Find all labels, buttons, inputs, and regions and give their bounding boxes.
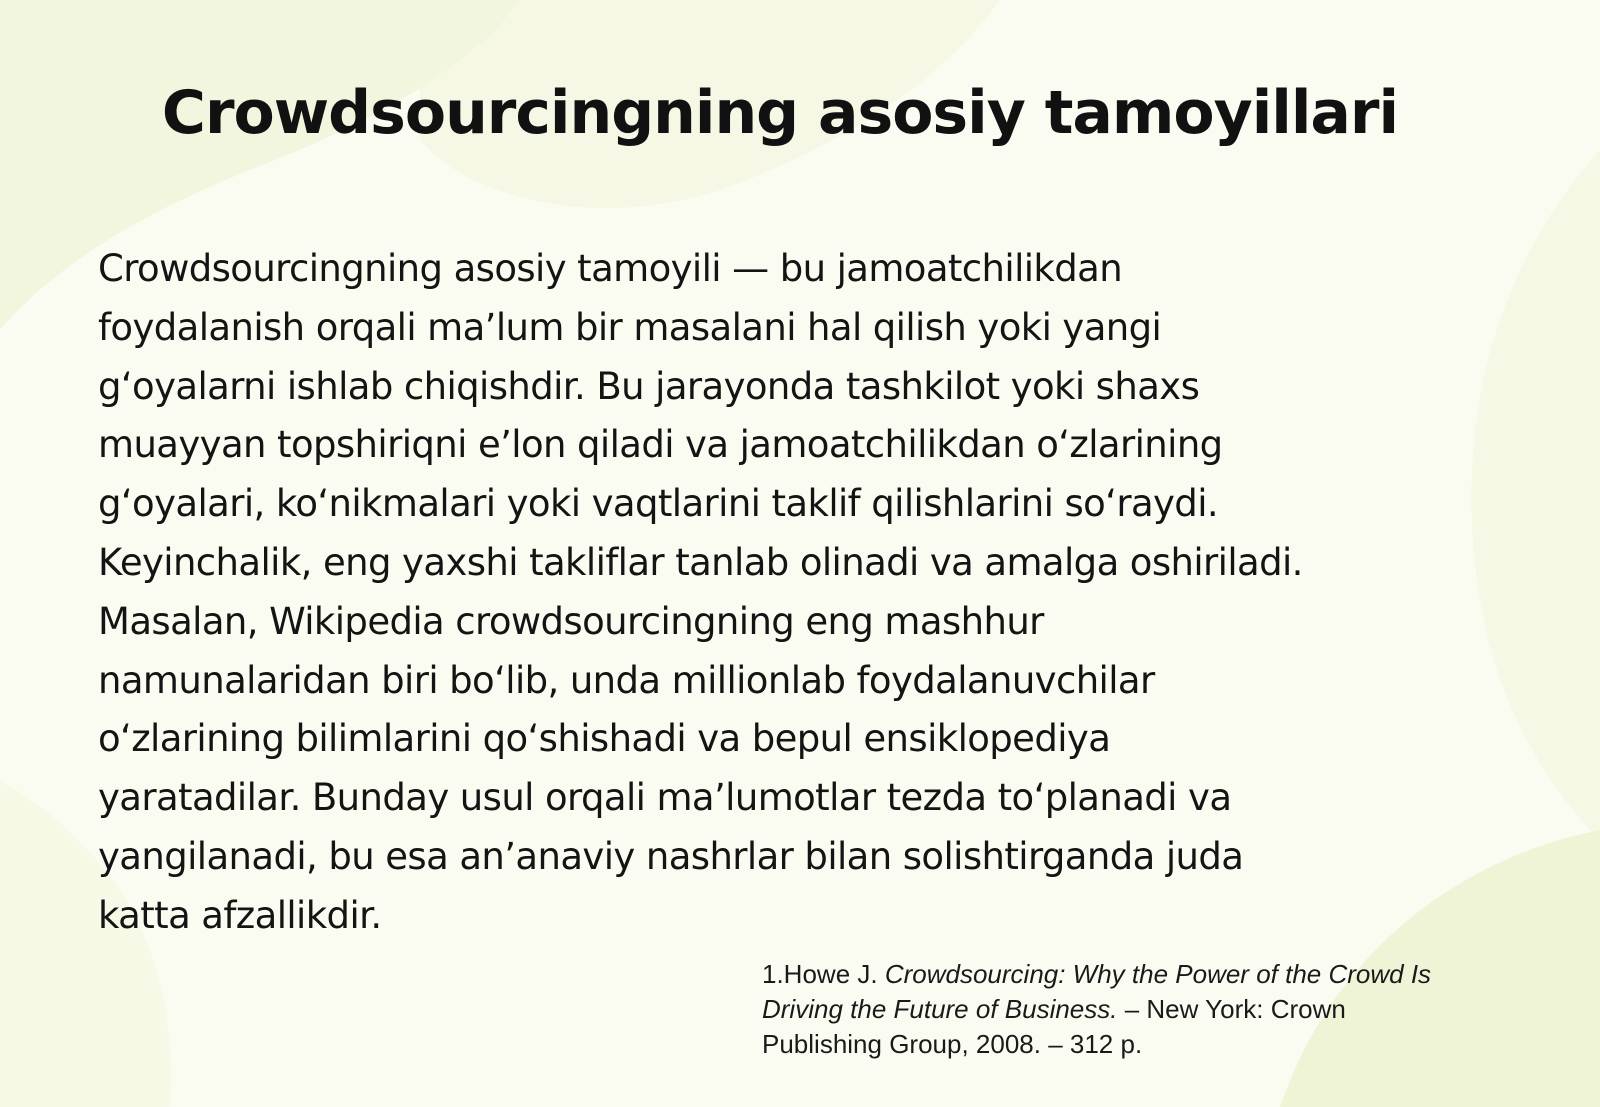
reference-citation	[762, 957, 1562, 1062]
body-line: Crowdsourcingning asosiy tamoyili — bu jamoatchilikdan	[98, 247, 1123, 290]
reference-publisher: – New York: Crown	[1117, 994, 1346, 1024]
body-line: yangilanadi, bu esa an’anaviy nashrlar bilan solishtirganda juda	[98, 834, 1244, 878]
reference-author: 1.Howe J.	[762, 959, 885, 989]
body-line: namunalaridan biri bo‘lib, unda millionlab foydalanuvchilar	[98, 658, 1155, 702]
body-line: yaratadilar. Bunday usul orqali ma’lumotlar tezda to‘planadi va	[98, 776, 1232, 820]
slide-title: Crowdsourcingning asosiy tamoyillari	[161, 78, 1399, 148]
reference-line-1	[762, 957, 1562, 992]
body-line: muayyan topshiriqni e’lon qiladi va jamoatchilikdan o‘zlarining	[98, 423, 1223, 467]
body-line: Masalan, Wikipedia crowdsourcingning eng mashhur	[98, 599, 1044, 643]
body-line: Keyinchalik, eng yaxshi takliflar tanlab olinadi va amalga oshiriladi.	[98, 540, 1303, 584]
slide-body-paragraph	[98, 240, 1538, 946]
body-line: foydalanish orqali ma’lum bir masalani hal qilish yoki yangi	[98, 305, 1162, 349]
body-line: g‘oyalarni ishlab chiqishdir. Bu jarayonda tashkilot yoki shaxs	[98, 364, 1200, 408]
reference-line-2	[762, 992, 1562, 1027]
reference-book-title: Crowdsourcing: Why the Power of the Crowd Is	[884, 959, 1432, 989]
body-line: g‘oyalari, ko‘nikmalari yoki vaqtlarini taklif qilishlarini so‘raydi.	[98, 482, 1219, 526]
body-line: katta afzallikdir.	[98, 893, 382, 937]
body-line: o‘zlarining bilimlarini qo‘shishadi va bepul ensiklopediya	[98, 717, 1111, 761]
reference-line-3: Publishing Group, 2008. – 312 p.	[762, 1029, 1143, 1059]
reference-book-title-cont: Driving the Future of Business.	[762, 994, 1118, 1024]
